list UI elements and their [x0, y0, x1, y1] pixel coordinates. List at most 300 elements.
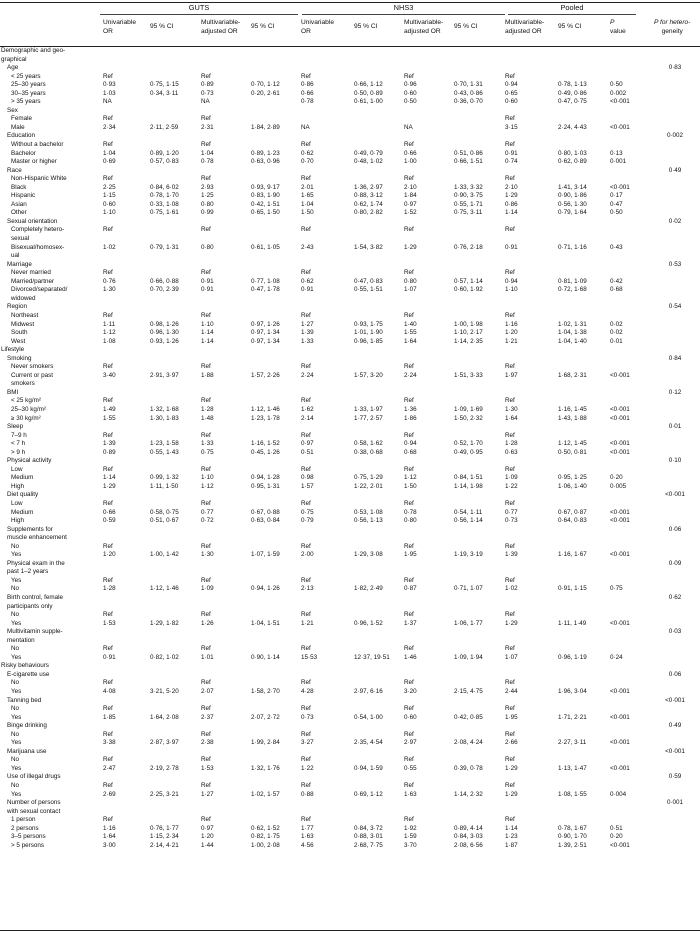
- cell-guts-multivariable-ci: 1·99, 2·84: [251, 739, 280, 747]
- cell-guts-multivariable-ci: 1·00, 2·08: [251, 841, 280, 849]
- cell-guts-univariable-or: [103, 346, 150, 355]
- cell-nhs3-multivariable-or: [404, 132, 454, 141]
- group-rule-guts: [100, 14, 298, 15]
- table-row: [0, 389, 700, 398]
- cell-pooled-multivariable-or: [505, 773, 558, 782]
- cell-nhs3-univariable-ci: [354, 115, 404, 124]
- cell-nhs3-univariable-ci: [354, 671, 404, 680]
- cell-nhs3-univariable-or: [301, 346, 354, 355]
- cell-nhs3-univariable-ci: 0·53, 1·08: [354, 508, 383, 516]
- cell-nhs3-multivariable-ci: [454, 380, 505, 389]
- cell-guts-multivariable-ci: 1·23, 1·78: [251, 414, 280, 422]
- cell-guts-multivariable-or: Ref: [201, 645, 211, 653]
- cell-pooled-multivariable-or: [505, 526, 558, 535]
- cell-nhs3-univariable-ci: 0·93, 1·75: [354, 320, 383, 328]
- cell-guts-multivariable-or: [201, 64, 251, 73]
- col-header-line: 95 % CI: [354, 23, 378, 30]
- cell-guts-multivariable-ci: [251, 679, 301, 688]
- cell-guts-univariable-or: [103, 423, 150, 432]
- cell-p-heterogeneity: 0·83: [668, 64, 682, 72]
- cell-guts-univariable-or: Ref: [103, 363, 113, 371]
- cell-row-label: Yes: [11, 653, 22, 661]
- cell-pooled-multivariable-or: [505, 295, 558, 304]
- cell-pooled-p-value: <0·001: [610, 841, 630, 849]
- cell-nhs3-multivariable-or: 0·94: [404, 440, 417, 448]
- cell-nhs3-multivariable-ci: [454, 115, 505, 124]
- cell-pooled-multivariable-or: [505, 560, 558, 569]
- cell-pooled-multivariable-or: 1·95: [505, 713, 518, 721]
- cell-pooled-p-value: <0·001: [610, 98, 630, 106]
- cell-nhs3-univariable-or: 0·51: [301, 448, 314, 456]
- group-header-nhs3: NHS3: [393, 3, 414, 12]
- cell-pooled-multivariable-ci: [558, 457, 610, 466]
- cell-nhs3-multivariable-or: [404, 628, 454, 637]
- cell-guts-multivariable-ci: 1·32, 1·76: [251, 764, 280, 772]
- cell-guts-univariable-or: [103, 132, 150, 141]
- cell-nhs3-multivariable-ci: 0·43, 0·86: [454, 89, 483, 97]
- cell-guts-multivariable-ci: [251, 269, 301, 278]
- col-header-line: 95 % CI: [251, 23, 275, 30]
- cell-nhs3-multivariable-or: 1·95: [404, 551, 417, 559]
- cell-guts-univariable-or: Ref: [103, 499, 113, 507]
- col-header-line: Multivariable-: [404, 19, 444, 26]
- cell-row-label: Birth control, female: [7, 594, 63, 601]
- cell-nhs3-univariable-or: [301, 722, 354, 731]
- cell-nhs3-multivariable-ci: [454, 355, 505, 364]
- cell-p-heterogeneity: 0·01: [668, 423, 682, 431]
- cell-guts-multivariable-or: 0·89: [201, 81, 214, 89]
- cell-pooled-multivariable-ci: [558, 671, 610, 680]
- cell-guts-multivariable-or: [201, 389, 251, 398]
- table-row: [0, 449, 700, 458]
- cell-pooled-p-value: <0·001: [610, 508, 630, 516]
- cell-pooled-p-value: [610, 303, 650, 312]
- cell-guts-univariable-ci: [150, 526, 201, 535]
- cell-row-label: No: [11, 730, 20, 738]
- cell-nhs3-multivariable-or: [404, 526, 454, 535]
- cell-nhs3-multivariable-ci: [454, 705, 505, 714]
- cell-guts-univariable-ci: [150, 141, 201, 150]
- cell-nhs3-multivariable-ci: 2·08, 4·24: [454, 739, 483, 747]
- table-row: [0, 500, 700, 509]
- table-row: [0, 218, 700, 227]
- cell-nhs3-multivariable-ci: [454, 64, 505, 73]
- cell-guts-multivariable-ci: 1·07, 1·59: [251, 551, 280, 559]
- cell-pooled-multivariable-or: [505, 235, 558, 244]
- cell-nhs3-multivariable-ci: 1·33, 3·32: [454, 183, 483, 191]
- cell-pooled-multivariable-or: Ref: [505, 269, 515, 277]
- table-row: [0, 124, 700, 133]
- cell-nhs3-univariable-or: [301, 64, 354, 73]
- cell-guts-multivariable-or: 1·14: [201, 329, 214, 337]
- cell-guts-univariable-ci: 0·79, 1·31: [150, 243, 179, 251]
- cell-nhs3-univariable-ci: [354, 56, 404, 65]
- cell-guts-univariable-or: 1·03: [103, 89, 116, 97]
- table-row: [0, 115, 700, 124]
- col-header-line: 95 % CI: [558, 23, 582, 30]
- cell-p-heterogeneity: [650, 603, 700, 612]
- cell-row-label: Northeast: [11, 311, 39, 319]
- cell-nhs3-univariable-ci: 0·88, 3·12: [354, 192, 383, 200]
- cell-pooled-p-value: 0·20: [610, 833, 623, 841]
- cell-pooled-multivariable-or: 0·94: [505, 81, 518, 89]
- table-row: [0, 842, 700, 851]
- cell-nhs3-multivariable-or: 1·12: [404, 474, 417, 482]
- cell-guts-univariable-or: Ref: [103, 816, 113, 824]
- cell-guts-univariable-ci: [150, 303, 201, 312]
- cell-pooled-p-value: [610, 167, 650, 176]
- cell-guts-univariable-ci: [150, 543, 201, 552]
- group-header-pooled: Pooled: [560, 3, 584, 12]
- cell-guts-multivariable-ci: 1·12, 1·46: [251, 405, 280, 413]
- cell-nhs3-univariable-ci: [354, 534, 404, 543]
- cell-guts-multivariable-ci: [251, 731, 301, 740]
- cell-guts-multivariable-or: 0·75: [201, 448, 214, 456]
- cell-nhs3-multivariable-ci: [454, 594, 505, 603]
- col-header-line: 95 % CI: [150, 23, 174, 30]
- cell-guts-multivariable-ci: [251, 73, 301, 82]
- cell-guts-multivariable-or: 1·10: [201, 320, 214, 328]
- cell-nhs3-multivariable-ci: 0·70, 1·31: [454, 81, 483, 89]
- table-row: [0, 560, 700, 569]
- cell-p-heterogeneity: [650, 432, 700, 441]
- cell-row-label: Yes: [11, 688, 22, 696]
- cell-guts-multivariable-or: 1·28: [201, 405, 214, 413]
- cell-pooled-multivariable-ci: [558, 645, 610, 654]
- table-row: [0, 808, 700, 817]
- table-row: [0, 517, 700, 526]
- cell-p-heterogeneity: [650, 184, 700, 193]
- cell-row-label: Lifestyle: [1, 346, 25, 354]
- cell-nhs3-univariable-ci: [354, 466, 404, 475]
- cell-row-label: Multivitamin supple-: [7, 628, 63, 636]
- cell-p-heterogeneity: [650, 338, 700, 347]
- cell-pooled-p-value: <0·001: [610, 414, 630, 422]
- cell-nhs3-univariable-ci: [354, 705, 404, 714]
- cell-nhs3-multivariable-or: [404, 722, 454, 731]
- cell-row-label: High: [11, 482, 24, 490]
- cell-nhs3-univariable-ci: 1·82, 2·49: [354, 585, 383, 593]
- cell-pooled-multivariable-ci: [558, 218, 610, 227]
- cell-guts-univariable-or: 0·66: [103, 508, 116, 516]
- cell-guts-multivariable-ci: 0·70, 1·12: [251, 81, 280, 89]
- cell-guts-multivariable-or: 1·01: [201, 653, 214, 661]
- cell-nhs3-multivariable-or: 1·52: [404, 209, 417, 217]
- cell-nhs3-univariable-or: Ref: [301, 730, 311, 738]
- cell-nhs3-multivariable-or: 1·40: [404, 320, 417, 328]
- cell-nhs3-multivariable-ci: [454, 226, 505, 235]
- cell-nhs3-multivariable-or: Ref: [404, 465, 414, 473]
- cell-nhs3-multivariable-ci: [454, 346, 505, 355]
- cell-pooled-p-value: [610, 748, 650, 757]
- cell-p-heterogeneity: [650, 286, 700, 295]
- cell-guts-univariable-ci: [150, 355, 201, 364]
- cell-guts-univariable-or: Ref: [103, 311, 113, 319]
- cell-p-heterogeneity: [650, 731, 700, 740]
- cell-guts-univariable-or: 2·47: [103, 764, 116, 772]
- cell-pooled-multivariable-or: [505, 722, 558, 731]
- table-row: [0, 457, 700, 466]
- cell-pooled-p-value: [610, 534, 650, 543]
- cell-row-label: South: [11, 329, 28, 337]
- cell-nhs3-multivariable-or: 0·60: [404, 713, 417, 721]
- cell-guts-multivariable-or: Ref: [201, 542, 211, 550]
- cell-pooled-multivariable-ci: 0·50, 0·81: [558, 448, 587, 456]
- col-header-line: adjusted OR: [201, 27, 238, 35]
- cell-guts-univariable-or: [103, 662, 150, 671]
- cell-p-heterogeneity: [650, 380, 700, 389]
- cell-pooled-multivariable-ci: [558, 491, 610, 500]
- cell-guts-multivariable-or: 1·20: [201, 833, 214, 841]
- cell-row-label: Marriage: [7, 260, 32, 268]
- cell-guts-multivariable-ci: 0·62, 1·52: [251, 824, 280, 832]
- cell-nhs3-multivariable-or: [404, 799, 454, 808]
- table-row: [0, 628, 700, 637]
- cell-pooled-p-value: [610, 799, 650, 808]
- cell-pooled-p-value: 0·01: [610, 337, 623, 345]
- cell-nhs3-univariable-or: [301, 47, 354, 56]
- cell-pooled-multivariable-ci: [558, 526, 610, 535]
- cell-guts-multivariable-ci: [251, 432, 301, 441]
- cell-p-heterogeneity: 0·09: [668, 559, 682, 567]
- cell-row-label: Demographic and geo-: [1, 47, 66, 54]
- cell-nhs3-multivariable-ci: [454, 423, 505, 432]
- cell-nhs3-univariable-ci: [354, 611, 404, 620]
- col-header-line: adjusted OR: [404, 27, 441, 35]
- cell-pooled-multivariable-ci: 0·90, 1·70: [558, 833, 587, 841]
- cell-guts-univariable-or: 1·02: [103, 243, 116, 251]
- cell-nhs3-multivariable-ci: [454, 773, 505, 782]
- cell-nhs3-multivariable-or: 3·70: [404, 841, 417, 849]
- cell-p-heterogeneity: [650, 688, 700, 697]
- cell-p-heterogeneity: [650, 363, 700, 372]
- cell-nhs3-univariable-or: Ref: [301, 141, 311, 149]
- cell-nhs3-multivariable-ci: [454, 397, 505, 406]
- group-rule-nhs3: [302, 14, 505, 15]
- cell-pooled-multivariable-or: Ref: [505, 226, 515, 234]
- cell-pooled-p-value: 0·43: [610, 243, 623, 251]
- cell-p-heterogeneity: [650, 509, 700, 518]
- cell-guts-univariable-or: 1·10: [103, 209, 116, 217]
- table-row: [0, 825, 700, 834]
- cell-nhs3-multivariable-or: [404, 56, 454, 65]
- cell-guts-multivariable-ci: 0·61, 1·05: [251, 243, 280, 251]
- cell-p-heterogeneity: <0·001: [665, 491, 685, 499]
- cell-nhs3-univariable-or: 0·86: [301, 81, 314, 89]
- cell-nhs3-univariable-ci: [354, 363, 404, 372]
- cell-guts-univariable-or: 1·30: [103, 286, 116, 294]
- cell-pooled-multivariable-or: 1·09: [505, 474, 518, 482]
- cell-nhs3-univariable-ci: 0·55, 1·51: [354, 286, 383, 294]
- cell-pooled-multivariable-ci: [558, 235, 610, 244]
- cell-nhs3-univariable-or: Ref: [301, 269, 311, 277]
- col-header-line: P: [610, 19, 615, 26]
- cell-nhs3-multivariable-or: 1·63: [404, 790, 417, 798]
- cell-guts-multivariable-or: 1·10: [201, 474, 214, 482]
- cell-guts-multivariable-or: Ref: [201, 705, 211, 713]
- cell-guts-multivariable-ci: [251, 816, 301, 825]
- table-row: [0, 81, 700, 90]
- cell-p-heterogeneity: [650, 235, 700, 244]
- cell-pooled-p-value: [610, 218, 650, 227]
- cell-row-label: Yes: [11, 764, 22, 772]
- col-header-nhs3-univariable-ci: [354, 23, 377, 32]
- cell-nhs3-multivariable-ci: [454, 679, 505, 688]
- cell-pooled-multivariable-or: Ref: [505, 730, 515, 738]
- cell-pooled-multivariable-ci: 0·78, 1·13: [558, 81, 587, 89]
- cell-row-label: Sexual orientation: [7, 217, 58, 225]
- cell-nhs3-univariable-ci: [354, 568, 404, 577]
- cell-guts-univariable-or: [103, 235, 150, 244]
- cell-guts-multivariable-ci: [251, 261, 301, 270]
- cell-nhs3-multivariable-or: [404, 235, 454, 244]
- cell-nhs3-univariable-or: Ref: [301, 175, 311, 183]
- cell-nhs3-multivariable-ci: 0·36, 0·70: [454, 98, 483, 106]
- cell-p-heterogeneity: [650, 47, 700, 56]
- cell-pooled-multivariable-ci: [558, 269, 610, 278]
- cell-nhs3-multivariable-or: [404, 748, 454, 757]
- cell-p-heterogeneity: [650, 611, 700, 620]
- cell-pooled-multivariable-ci: 1·16, 1·67: [558, 551, 587, 559]
- cell-p-heterogeneity: [650, 585, 700, 594]
- cell-nhs3-univariable-ci: [354, 218, 404, 227]
- cell-guts-multivariable-ci: [251, 312, 301, 321]
- cell-p-heterogeneity: [650, 534, 700, 543]
- cell-nhs3-multivariable-or: 1·50: [404, 482, 417, 490]
- cell-guts-multivariable-or: 0·78: [201, 158, 214, 166]
- cell-pooled-multivariable-ci: [558, 47, 610, 56]
- cell-row-label: Never married: [11, 269, 51, 277]
- cell-p-heterogeneity: [650, 115, 700, 124]
- cell-row-label: E-cigarette use: [7, 670, 50, 678]
- cell-nhs3-univariable-ci: [354, 526, 404, 535]
- cell-nhs3-univariable-or: [301, 261, 354, 270]
- cell-guts-multivariable-or: [201, 799, 251, 808]
- cell-guts-multivariable-or: [201, 697, 251, 706]
- cell-nhs3-univariable-or: Ref: [301, 782, 311, 790]
- cell-pooled-multivariable-or: 2·44: [505, 688, 518, 696]
- cell-guts-univariable-ci: 0·99, 1·32: [150, 474, 179, 482]
- cell-pooled-p-value: <0·001: [610, 183, 630, 191]
- cell-row-label: Midwest: [11, 320, 35, 328]
- cell-guts-univariable-ci: [150, 175, 201, 184]
- cell-row-label: High: [11, 517, 24, 525]
- cell-nhs3-univariable-or: 1·33: [301, 337, 314, 345]
- cell-guts-univariable-or: Ref: [103, 397, 113, 405]
- cell-nhs3-univariable-ci: 0·75, 1·29: [354, 474, 383, 482]
- cell-guts-multivariable-ci: 0·95, 1·31: [251, 482, 280, 490]
- cell-guts-multivariable-or: 1·33: [201, 440, 214, 448]
- table-row: [0, 474, 700, 483]
- cell-nhs3-multivariable-or: [404, 252, 454, 261]
- cell-guts-multivariable-or: Ref: [201, 72, 211, 80]
- table-row: [0, 201, 700, 210]
- cell-guts-multivariable-ci: [251, 628, 301, 637]
- cell-nhs3-univariable-ci: 0·47, 0·83: [354, 277, 383, 285]
- cell-guts-univariable-or: Ref: [103, 226, 113, 234]
- cell-guts-univariable-or: 2·69: [103, 790, 116, 798]
- cell-pooled-p-value: 0·68: [610, 286, 623, 294]
- cell-nhs3-multivariable-or: 1·55: [404, 329, 417, 337]
- cell-nhs3-multivariable-ci: [454, 534, 505, 543]
- cell-pooled-multivariable-or: 1·29: [505, 790, 518, 798]
- cell-pooled-p-value: [610, 543, 650, 552]
- cell-nhs3-multivariable-or: [404, 47, 454, 56]
- cell-guts-univariable-ci: 0·98, 1·26: [150, 320, 179, 328]
- cell-nhs3-multivariable-or: 0·87: [404, 585, 417, 593]
- cell-guts-univariable-or: [103, 491, 150, 500]
- cell-nhs3-univariable-ci: 0·88, 3·01: [354, 833, 383, 841]
- cell-row-label: Region: [7, 303, 27, 311]
- cell-pooled-p-value: [610, 594, 650, 603]
- cell-guts-multivariable-or: [201, 722, 251, 731]
- cell-nhs3-univariable-ci: [354, 226, 404, 235]
- cell-row-label: sexual: [11, 235, 30, 243]
- cell-guts-univariable-or: Ref: [103, 730, 113, 738]
- cell-pooled-multivariable-or: [505, 808, 558, 817]
- cell-guts-multivariable-or: [201, 560, 251, 569]
- cell-nhs3-univariable-ci: 0·80, 2·82: [354, 209, 383, 217]
- cell-nhs3-multivariable-or: 2·10: [404, 183, 417, 191]
- cell-nhs3-univariable-ci: [354, 132, 404, 141]
- cell-nhs3-univariable-ci: 0·50, 0·89: [354, 89, 383, 97]
- cell-p-heterogeneity: 0·84: [668, 354, 682, 362]
- cell-row-label: Marijuana use: [7, 747, 47, 755]
- cell-nhs3-univariable-ci: 0·58, 1·62: [354, 440, 383, 448]
- table-row: [0, 73, 700, 82]
- table-row: [0, 466, 700, 475]
- cell-pooled-multivariable-ci: 0·78, 1·67: [558, 824, 587, 832]
- cell-pooled-multivariable-or: Ref: [505, 397, 515, 405]
- cell-pooled-multivariable-ci: [558, 534, 610, 543]
- cell-guts-univariable-ci: 1·30, 1·83: [150, 414, 179, 422]
- cell-guts-multivariable-or: [201, 491, 251, 500]
- cell-nhs3-univariable-or: Ref: [301, 705, 311, 713]
- cell-nhs3-univariable-or: [301, 252, 354, 261]
- cell-pooled-multivariable-or: Ref: [505, 72, 515, 80]
- cell-nhs3-multivariable-or: Ref: [404, 311, 414, 319]
- cell-pooled-multivariable-or: [505, 167, 558, 176]
- cell-guts-multivariable-ci: [251, 594, 301, 603]
- cell-guts-multivariable-ci: [251, 457, 301, 466]
- cell-nhs3-univariable-or: NA: [301, 123, 310, 131]
- cell-guts-multivariable-ci: [251, 662, 301, 671]
- cell-pooled-multivariable-ci: [558, 577, 610, 586]
- cell-guts-univariable-or: Ref: [103, 705, 113, 713]
- cell-guts-univariable-ci: [150, 252, 201, 261]
- cell-pooled-multivariable-or: 1·23: [505, 833, 518, 841]
- cell-p-heterogeneity: 0·53: [668, 260, 682, 268]
- table-row: [0, 679, 700, 688]
- cell-nhs3-multivariable-or: Ref: [404, 679, 414, 687]
- cell-p-heterogeneity: [650, 765, 700, 774]
- cell-p-heterogeneity: [650, 329, 700, 338]
- cell-nhs3-multivariable-ci: [454, 756, 505, 765]
- cell-nhs3-univariable-ci: 0·62, 1·74: [354, 200, 383, 208]
- cell-guts-univariable-or: [103, 748, 150, 757]
- cell-pooled-multivariable-ci: 1·06, 1·40: [558, 482, 587, 490]
- cell-guts-univariable-or: 0·76: [103, 277, 116, 285]
- cell-pooled-multivariable-ci: [558, 73, 610, 82]
- cell-nhs3-multivariable-or: [404, 568, 454, 577]
- cell-guts-univariable-ci: 0·70, 2·39: [150, 286, 179, 294]
- cell-pooled-multivariable-or: [505, 603, 558, 612]
- cell-guts-multivariable-or: Ref: [201, 611, 211, 619]
- table-row: [0, 64, 700, 73]
- table-row: [0, 534, 700, 543]
- cell-nhs3-multivariable-or: 2·24: [404, 371, 417, 379]
- cell-pooled-multivariable-ci: [558, 132, 610, 141]
